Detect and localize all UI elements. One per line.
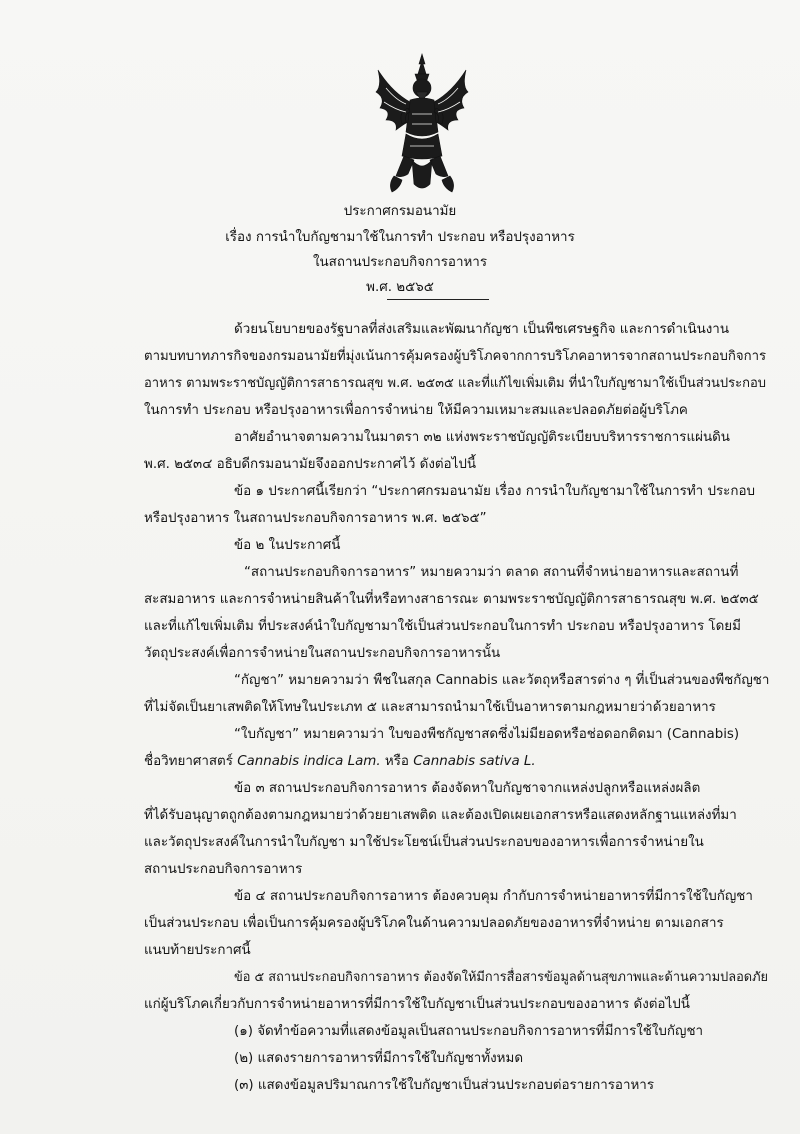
paragraph-line: อาศัยอำนาจตามความในมาตรา ๓๒ แห่งพระราชบัญญัติระเบียบบริหารราชการแผ่นดิน [234, 430, 730, 445]
list-item: (๒) แสดงรายการอาหารที่มีการใช้ใบกัญชาทั้งหมด [234, 1051, 524, 1066]
clause-line: ข้อ ๑ ประกาศนี้เรียกว่า “ประกาศกรมอนามัย เรื่อง การนำใบกัญชามาใช้ในการทำ ประกอบ [234, 484, 755, 499]
clause-line: ข้อ ๕ สถานประกอบกิจการอาหาร ต้องจัดให้มีการสื่อสารข้อมูลด้านสุขภาพและด้านความปลอดภัย [234, 970, 769, 985]
definition-line: ที่ไม่จัดเป็นยาเสพติดให้โทษในประเภท ๕ และสามารถนำมาใช้เป็นอาหารตามกฎหมายว่าด้วยอาหาร [144, 700, 716, 715]
definition-line: “ใบกัญชา” หมายความว่า ใบของพืชกัญชาสดซึ่งไม่มียอดหรือช่อดอกติดมา (Cannabis) [234, 727, 740, 742]
paragraph-line: อาหาร ตามพระราชบัญญัติการสาธารณสุข พ.ศ. ๒๕๓๕ และที่แก้ไขเพิ่มเติม ที่นำใบกัญชามาใช้เป็นส่วนประกอบ [144, 376, 767, 391]
list-item: (๑) จัดทำข้อความที่แสดงข้อมูลเป็นสถานประกอบกิจการอาหารที่มีการใช้ใบกัญชา [234, 1024, 704, 1039]
scientific-name-sativa: Cannabis sativa L. [413, 754, 536, 769]
paragraph-line: ด้วยนโยบายของรัฐบาลที่ส่งเสริมและพัฒนากัญชา เป็นพืชเศรษฐกิจ และการดำเนินงาน [234, 322, 729, 337]
garuda-emblem-icon [372, 52, 472, 202]
clause-line: แก่ผู้บริโภคเกี่ยวกับการจำหน่ายอาหารที่มีการใช้ใบกัญชาเป็นส่วนประกอบของอาหาร ดังต่อไปนี้ [144, 997, 690, 1012]
scientific-name-or: หรือ [380, 754, 414, 769]
definition-line: “สถานประกอบกิจการอาหาร” หมายความว่า ตลาด สถานที่จำหน่ายอาหารและสถานที่ [244, 565, 739, 580]
definition-line [144, 752, 536, 772]
clause-line: หรือปรุงอาหาร ในสถานประกอบกิจการอาหาร พ.ศ. ๒๕๖๕” [144, 511, 487, 526]
definition-line: และที่แก้ไขเพิ่มเติม ที่ประสงค์นำใบกัญชามาใช้เป็นส่วนประกอบในการทำ ประกอบ หรือปรุงอาหาร โดยมี [144, 619, 741, 634]
clause-line: แนบท้ายประกาศนี้ [144, 943, 251, 958]
announcement-year: พ.ศ. ๒๕๖๕ [366, 280, 434, 295]
clause-line: และวัตถุประสงค์ในการนำใบกัญชา มาใช้ประโยชน์เป็นส่วนประกอบของอาหารเพื่อการจำหน่ายใน [144, 835, 704, 850]
paragraph-line: พ.ศ. ๒๕๓๔ อธิบดีกรมอนามัยจึงออกประกาศไว้ ดังต่อไปนี้ [144, 457, 476, 472]
title-divider [387, 299, 489, 300]
announcement-title: ประกาศกรมอนามัย [343, 204, 457, 219]
paragraph-line: ในการทำ ประกอบ หรือปรุงอาหารเพื่อการจำหน่าย ให้มีความเหมาะสมและปลอดภัยต่อผู้บริโภค [144, 403, 688, 418]
announcement-subject-continued: ในสถานประกอบกิจการอาหาร [312, 255, 488, 270]
announcement-subject: เรื่อง การนำใบกัญชามาใช้ในการทำ ประกอบ หรือปรุงอาหาร [225, 230, 575, 245]
clause-line: ข้อ ๒ ในประกาศนี้ [234, 538, 341, 553]
paragraph-line: ตามบทบาทภารกิจของกรมอนามัยที่มุ่งเน้นการคุ้มครองผู้บริโภคจากการบริโภคอาหารจากสถานประกอบกิจการ [144, 349, 767, 364]
list-item: (๓) แสดงข้อมูลปริมาณการใช้ใบกัญชาเป็นส่วนประกอบต่อรายการอาหาร [234, 1078, 655, 1093]
clause-line: ข้อ ๔ สถานประกอบกิจการอาหาร ต้องควบคุม กำกับการจำหน่ายอาหารที่มีการใช้ใบกัญชา [234, 889, 753, 904]
clause-line: เป็นส่วนประกอบ เพื่อเป็นการคุ้มครองผู้บริโภคในด้านความปลอดภัยของอาหารที่จำหน่าย ตามเอกสาร [144, 916, 724, 931]
clause-line: สถานประกอบกิจการอาหาร [144, 862, 303, 877]
definition-line: วัตถุประสงค์เพื่อการจำหน่ายในสถานประกอบกิจการอาหารนั้น [144, 646, 501, 661]
definition-line: “กัญชา” หมายความว่า พืชในสกุล Cannabis และวัตถุหรือสารต่าง ๆ ที่เป็นส่วนของพืชกัญชา [234, 673, 770, 688]
clause-line: ข้อ ๓ สถานประกอบกิจการอาหาร ต้องจัดหาใบกัญชาจากแหล่งปลูกหรือแหล่งผลิต [234, 781, 701, 796]
clause-line: ที่ได้รับอนุญาตถูกต้องตามกฎหมายว่าด้วยยาเสพติด และต้องเปิดเผยเอกสารหรือแสดงหลักฐานแหล่งที่มา [144, 808, 737, 823]
definition-line: สะสมอาหาร และการจำหน่ายสินค้าในที่หรือทางสาธารณะ ตามพระราชบัญญัติการสาธารณสุข พ.ศ. ๒๕๓๕ [144, 592, 759, 607]
scientific-name-indica: Cannabis indica Lam. [237, 754, 381, 769]
scientific-name-label: ชื่อวิทยาศาสตร์ [144, 754, 238, 769]
